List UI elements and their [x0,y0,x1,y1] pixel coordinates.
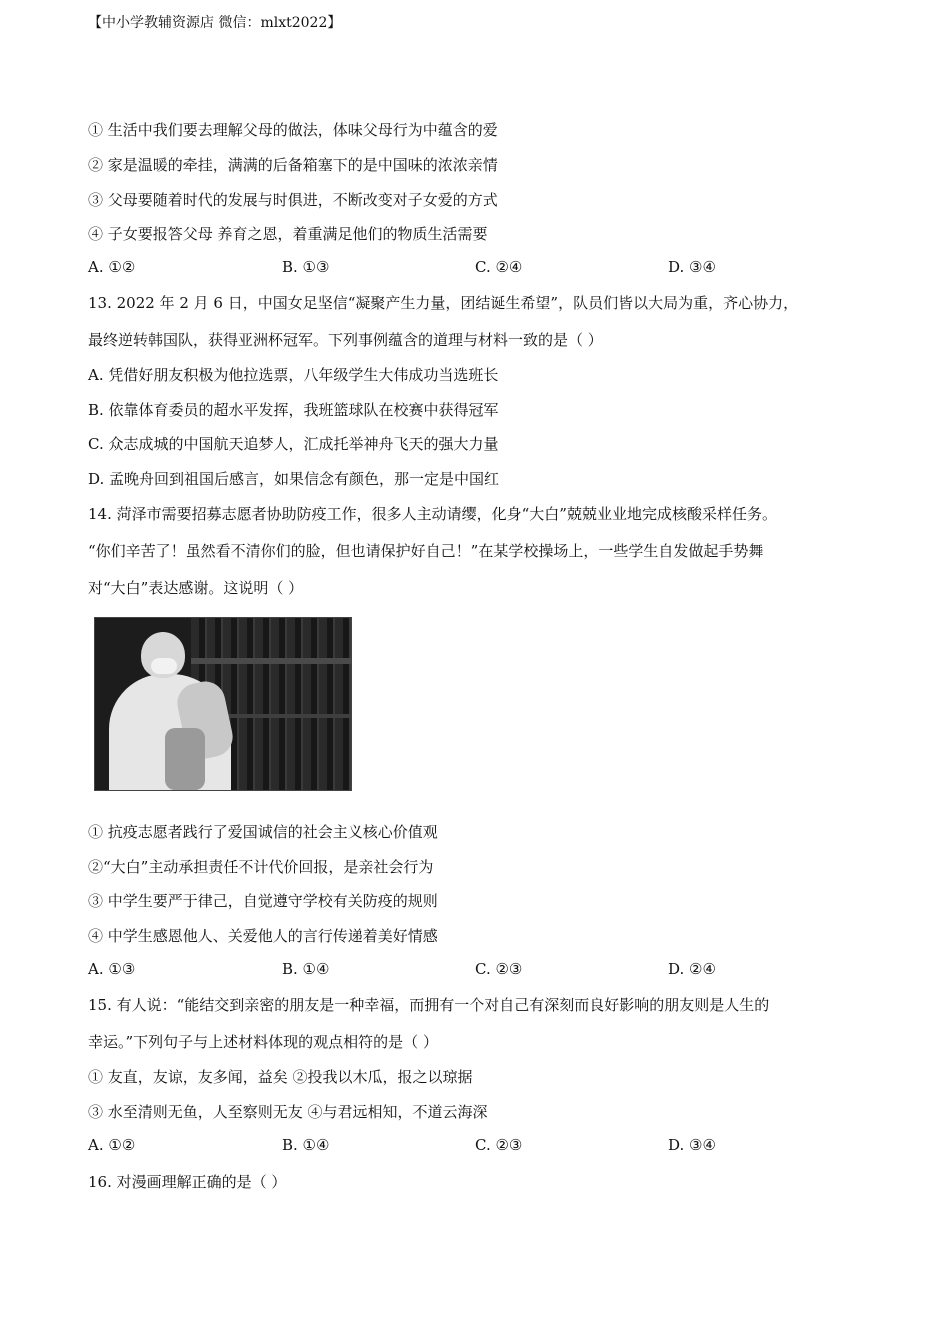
q14-statement-2: ②“大白”主动承担责任不计代价回报，是亲社会行为 [88,858,434,876]
q13-stem-line-1: 13. 2022 年 2 月 6 日，中国女足坚信“凝聚产生力量，团结诞生希望”，队员们皆以大局为重，齐心协力， [88,294,799,312]
q14-stem-line-3: 对“大白”表达感谢。这说明（ ） [88,579,304,597]
q14-option-a: A. ①③ [88,960,136,978]
q14-statement-4: ④ 中学生感恩他人、关爱他人的言行传递着美好情感 [88,927,438,945]
q12-option-d: D. ③④ [668,258,716,276]
q15-option-d: D. ③④ [668,1136,716,1154]
q15-option-b: B. ①④ [282,1136,330,1154]
q13-stem-line-2: 最终逆转韩国队，获得亚洲杯冠军。下列事例蕴含的道理与材料一致的是（ ） [88,331,603,349]
q14-stem-line-2: “你们辛苦了！虽然看不清你们的脸，但也请保护好自己！”在某学校操场上，一些学生自发做起手势舞 [88,542,764,560]
q12-statement-3: ③ 父母要随着时代的发展与时俱进，不断改变对子女爱的方式 [88,191,498,209]
q12-statement-2: ② 家是温暖的牵挂，满满的后备箱塞下的是中国味的浓浓亲情 [88,156,498,174]
q12-option-c: C. ②④ [475,258,523,276]
q12-statement-4: ④ 子女要报答父母 养育之恩，着重满足他们的物质生活需要 [88,225,488,243]
q15-stem-line-1: 15. 有人说：“能结交到亲密的朋友是一种幸福，而拥有一个对自己有深刻而良好影响的朋友则是人生的 [88,996,770,1014]
q14-stem-line-1: 14. 菏泽市需要招募志愿者协助防疫工作，很多人主动请缨，化身“大白”兢兢业业地完成核酸采样任务。 [88,505,777,523]
q13-option-c: C. 众志成城的中国航天追梦人，汇成托举神舟飞天的强大力量 [88,435,499,453]
q14-statement-1: ① 抗疫志愿者践行了爱国诚信的社会主义核心价值观 [88,823,438,841]
q15-statement-2: ③ 水至清则无鱼，人至察则无友 ④与君远相知，不道云海深 [88,1103,488,1121]
q13-option-d: D. 孟晚舟回到祖国后感言，如果信念有颜色，那一定是中国红 [88,470,500,488]
q15-stem-line-2: 幸运。”下列句子与上述材料体现的观点相符的是（ ） [88,1033,438,1051]
page-header: 【中小学教辅资源店 微信：mlxt2022】 [88,15,342,31]
volunteer-photo [94,617,352,791]
q14-option-c: C. ②③ [475,960,523,978]
q14-option-b: B. ①④ [282,960,330,978]
q13-option-b: B. 依靠体育委员的超水平发挥，我班篮球队在校赛中获得冠军 [88,401,499,419]
q14-statement-3: ③ 中学生要严于律己，自觉遵守学校有关防疫的规则 [88,892,438,910]
q13-option-a: A. 凭借好朋友积极为他拉选票，八年级学生大伟成功当选班长 [88,366,499,384]
q16-stem: 16. 对漫画理解正确的是（ ） [88,1173,287,1191]
q12-statement-1: ① 生活中我们要去理解父母的做法，体味父母行为中蕴含的爱 [88,121,498,139]
q15-statement-1: ① 友直，友谅，友多闻，益矣 ②投我以木瓜，报之以琼据 [88,1068,473,1086]
q12-option-b: B. ①③ [282,258,330,276]
q14-option-d: D. ②④ [668,960,716,978]
q12-option-a: A. ①② [88,258,136,276]
q15-option-c: C. ②③ [475,1136,523,1154]
q15-option-a: A. ①② [88,1136,136,1154]
